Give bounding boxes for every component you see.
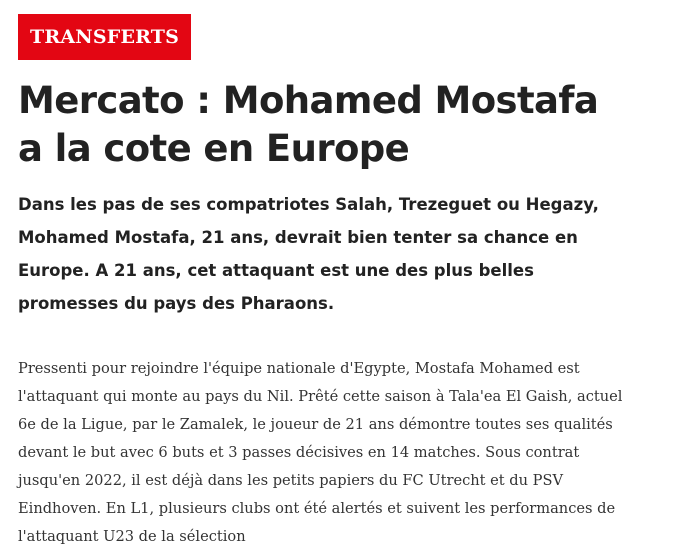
article — [18, 14, 628, 551]
article-lead: Dans les pas de ses compatriotes Salah, Trezeguet ou Hegazy, Mohamed Mostafa, 21 ans, devrait bien tenter sa chance en Europe. A 21 ans, cet attaquant est une des plus belles promesses du pays des Pharaons. — [18, 195, 599, 313]
article-body: Pressenti pour rejoindre l'équipe nationale d'Egypte, Mostafa Mohamed est l'attaquant qui monte au pays du Nil. Prêté cette saison à Tala'ea El Gaish, actuel 6e de la Ligue, par le Zamalek, le joueur de 21 ans démontre toutes ses qualités devant le but avec 6 buts et 3 passes décisives en 14 matches. Sous contrat jusqu'en 2022, il est déjà dans les petits papiers du FC Utrecht et du PSV Eindhoven. En L1, plusieurs clubs ont été alertés et suivent les performances de l'attaquant U23 de la sélection — [18, 360, 623, 545]
category-badge[interactable]: TRANSFERTS — [18, 14, 191, 60]
article-headline: Mercato : Mohamed Mostafa a la cote en Europe — [18, 79, 599, 170]
